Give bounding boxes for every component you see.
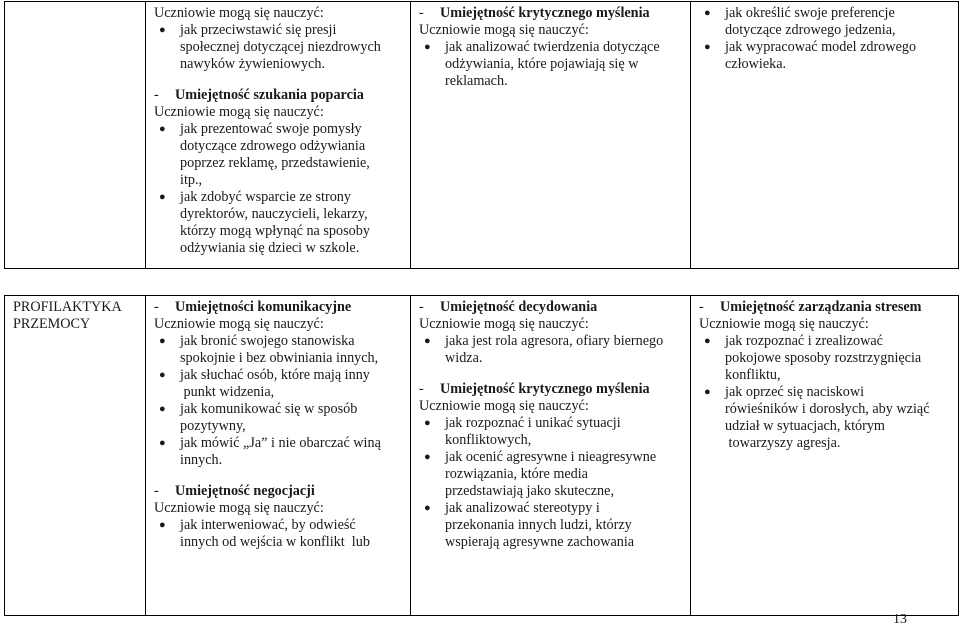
list-item xyxy=(154,22,402,73)
bullet-icon: ● xyxy=(424,335,431,347)
list-item-text: przedstawiają jako skuteczne, xyxy=(445,483,614,499)
list-item xyxy=(419,333,682,367)
category-label: PROFILAKTYKA xyxy=(13,299,122,315)
intro-text: Uczniowie mogą się nauczyć: xyxy=(419,398,589,414)
heading-dash: - xyxy=(154,299,159,315)
list-item-text: jak wypracować model zdrowego xyxy=(725,39,917,55)
list-item-text: jaka jest rola agresora, ofiary biernego xyxy=(445,333,664,349)
content-cell xyxy=(146,2,411,269)
heading-text: Umiejętność krytycznego myślenia xyxy=(440,381,650,397)
bullet-icon: ● xyxy=(159,437,166,449)
heading-dash: - xyxy=(419,5,424,21)
content-cell xyxy=(691,296,959,616)
skill-heading xyxy=(419,381,682,398)
list-item-text: spokojnie i bez obwiniania innych, xyxy=(180,350,379,366)
skill-heading xyxy=(154,87,402,104)
content-cell xyxy=(691,2,959,269)
list-item xyxy=(419,415,682,449)
intro-text: Uczniowie mogą się nauczyć: xyxy=(154,5,324,21)
list-item-text: rozwiązania, które media xyxy=(445,466,588,482)
list-item-text: jak oprzeć się naciskowi xyxy=(725,384,865,400)
intro-text: Uczniowie mogą się nauczyć: xyxy=(419,22,589,38)
category-label: PRZEMOCY xyxy=(13,316,91,332)
bullet-icon: ● xyxy=(424,41,431,53)
heading-dash: - xyxy=(419,381,424,397)
list-item xyxy=(699,39,950,73)
skill-heading xyxy=(154,299,402,316)
bullet-list xyxy=(154,121,402,257)
content-cell xyxy=(411,2,691,269)
list-item-text: punkt widzenia, xyxy=(180,384,275,400)
list-item xyxy=(419,449,682,500)
list-item-text: dotyczące zdrowego odżywiania xyxy=(180,138,366,154)
skill-heading xyxy=(699,299,950,316)
list-item-text: jak rozpoznać i unikać sytuacji xyxy=(445,415,621,431)
list-item xyxy=(154,333,402,367)
skill-heading xyxy=(419,299,682,316)
heading-text: Umiejętność krytycznego myślenia xyxy=(440,5,650,21)
list-item xyxy=(699,333,950,384)
list-item-text: jak bronić swojego stanowiska xyxy=(180,333,355,349)
skill-heading xyxy=(419,5,682,22)
list-item-text: pozytywny, xyxy=(180,418,246,434)
list-item xyxy=(154,189,402,257)
list-item xyxy=(699,5,950,39)
content-cell xyxy=(411,296,691,616)
heading-dash: - xyxy=(154,483,159,499)
bullet-icon: ● xyxy=(424,451,431,463)
list-item-text: jak rozpoznać i zrealizować xyxy=(725,333,883,349)
intro-text: Uczniowie mogą się nauczyć: xyxy=(154,104,324,120)
heading-dash: - xyxy=(699,299,704,315)
list-item-text: przekonania innych ludzi, którzy xyxy=(445,517,632,533)
list-item-text: dotyczące zdrowego jedzenia, xyxy=(725,22,896,38)
list-item-text: jak przeciwstawić się presji xyxy=(180,22,337,38)
bullet-icon: ● xyxy=(704,335,711,347)
curriculum-table xyxy=(4,1,959,616)
list-item-text: odżywiania się dzieci w szkole. xyxy=(180,240,360,256)
list-item-text: jak ocenić agresywne i nieagresywne xyxy=(445,449,657,465)
list-item-text: jak analizować stereotypy i xyxy=(445,500,600,516)
list-item-text: konfliktowych, xyxy=(445,432,532,448)
bullet-list xyxy=(154,333,402,469)
list-item-text: itp., xyxy=(180,172,203,188)
bullet-icon: ● xyxy=(159,335,166,347)
list-item-text: człowieka. xyxy=(725,56,787,72)
list-item xyxy=(154,401,402,435)
table-row xyxy=(5,2,959,269)
bullet-icon: ● xyxy=(704,41,711,53)
list-item xyxy=(154,367,402,401)
list-item xyxy=(154,517,402,551)
list-item-text: wspierają agresywne zachowania xyxy=(445,534,635,550)
bullet-list xyxy=(419,39,682,90)
intro-text: Uczniowie mogą się nauczyć: xyxy=(154,500,324,516)
skill-heading xyxy=(154,483,402,500)
bullet-list xyxy=(699,5,950,73)
heading-text: Umiejętność zarządzania stresem xyxy=(720,299,922,315)
table-row xyxy=(5,296,959,616)
intro-text: Uczniowie mogą się nauczyć: xyxy=(699,316,869,332)
page-number: 13 xyxy=(893,612,907,627)
bullet-icon: ● xyxy=(424,417,431,429)
bullet-list xyxy=(419,415,682,551)
list-item-text: jak prezentować swoje pomysły xyxy=(180,121,362,137)
bullet-icon: ● xyxy=(159,403,166,415)
list-item-text: nawyków żywieniowych. xyxy=(180,56,325,72)
row-spacer xyxy=(5,269,959,296)
list-item-text: dyrektorów, nauczycieli, lekarzy, xyxy=(180,206,368,222)
list-item-text: którzy mogą wpłynąć na sposoby xyxy=(180,223,370,239)
list-item-text: jak mówić „Ja” i nie obarczać winą xyxy=(180,435,381,451)
list-item xyxy=(154,435,402,469)
intro-text: Uczniowie mogą się nauczyć: xyxy=(419,316,589,332)
list-item xyxy=(154,121,402,189)
bullet-icon: ● xyxy=(704,7,711,19)
list-item-text: konfliktu, xyxy=(725,367,781,383)
heading-dash: - xyxy=(419,299,424,315)
list-item-text: innych. xyxy=(180,452,223,468)
list-item-text: jak słuchać osób, które mają inny xyxy=(180,367,370,383)
bullet-icon: ● xyxy=(159,123,166,135)
list-item xyxy=(419,500,682,551)
list-item-text: pokojowe sposoby rozstrzygnięcia xyxy=(725,350,922,366)
list-item xyxy=(419,39,682,90)
list-item-text: udział w sytuacjach, którym xyxy=(725,418,885,434)
heading-text: Umiejętność szukania poparcia xyxy=(175,87,364,103)
bullet-list xyxy=(419,333,682,367)
list-item-text: jak zdobyć wsparcie ze strony xyxy=(180,189,351,205)
bullet-icon: ● xyxy=(704,386,711,398)
bullet-list xyxy=(699,333,950,452)
list-item-text: reklamach. xyxy=(445,73,508,89)
list-item-text: rówieśników i dorosłych, aby wziąć xyxy=(725,401,930,417)
list-item-text: jak interweniować, by odwieść xyxy=(180,517,356,533)
content-cell xyxy=(146,296,411,616)
heading-text: Umiejętność decydowania xyxy=(440,299,598,315)
list-item-text: widza. xyxy=(445,350,483,366)
list-item-text: towarzyszy agresja. xyxy=(725,435,841,451)
bullet-icon: ● xyxy=(424,502,431,514)
bullet-icon: ● xyxy=(159,369,166,381)
list-item-text: jak analizować twierdzenia dotyczące xyxy=(445,39,660,55)
list-item-text: jak określić swoje preferencje xyxy=(725,5,895,21)
list-item-text: odżywiania, które pojawiają się w xyxy=(445,56,639,72)
list-item-text: innych od wejścia w konflikt lub xyxy=(180,534,370,550)
bullet-icon: ● xyxy=(159,519,166,531)
heading-dash: - xyxy=(154,87,159,103)
list-item-text: społecznej dotyczącej niezdrowych xyxy=(180,39,381,55)
heading-text: Umiejętności komunikacyjne xyxy=(175,299,352,315)
list-item-text: jak komunikować się w sposób xyxy=(180,401,358,417)
category-cell xyxy=(5,2,146,269)
heading-text: Umiejętność negocjacji xyxy=(175,483,315,499)
bullet-list xyxy=(154,22,402,73)
intro-text: Uczniowie mogą się nauczyć: xyxy=(154,316,324,332)
bullet-list xyxy=(154,517,402,551)
category-cell xyxy=(5,296,146,616)
list-item xyxy=(699,384,950,452)
list-item-text: poprzez reklamę, przedstawienie, xyxy=(180,155,370,171)
bullet-icon: ● xyxy=(159,24,166,36)
bullet-icon: ● xyxy=(159,191,166,203)
